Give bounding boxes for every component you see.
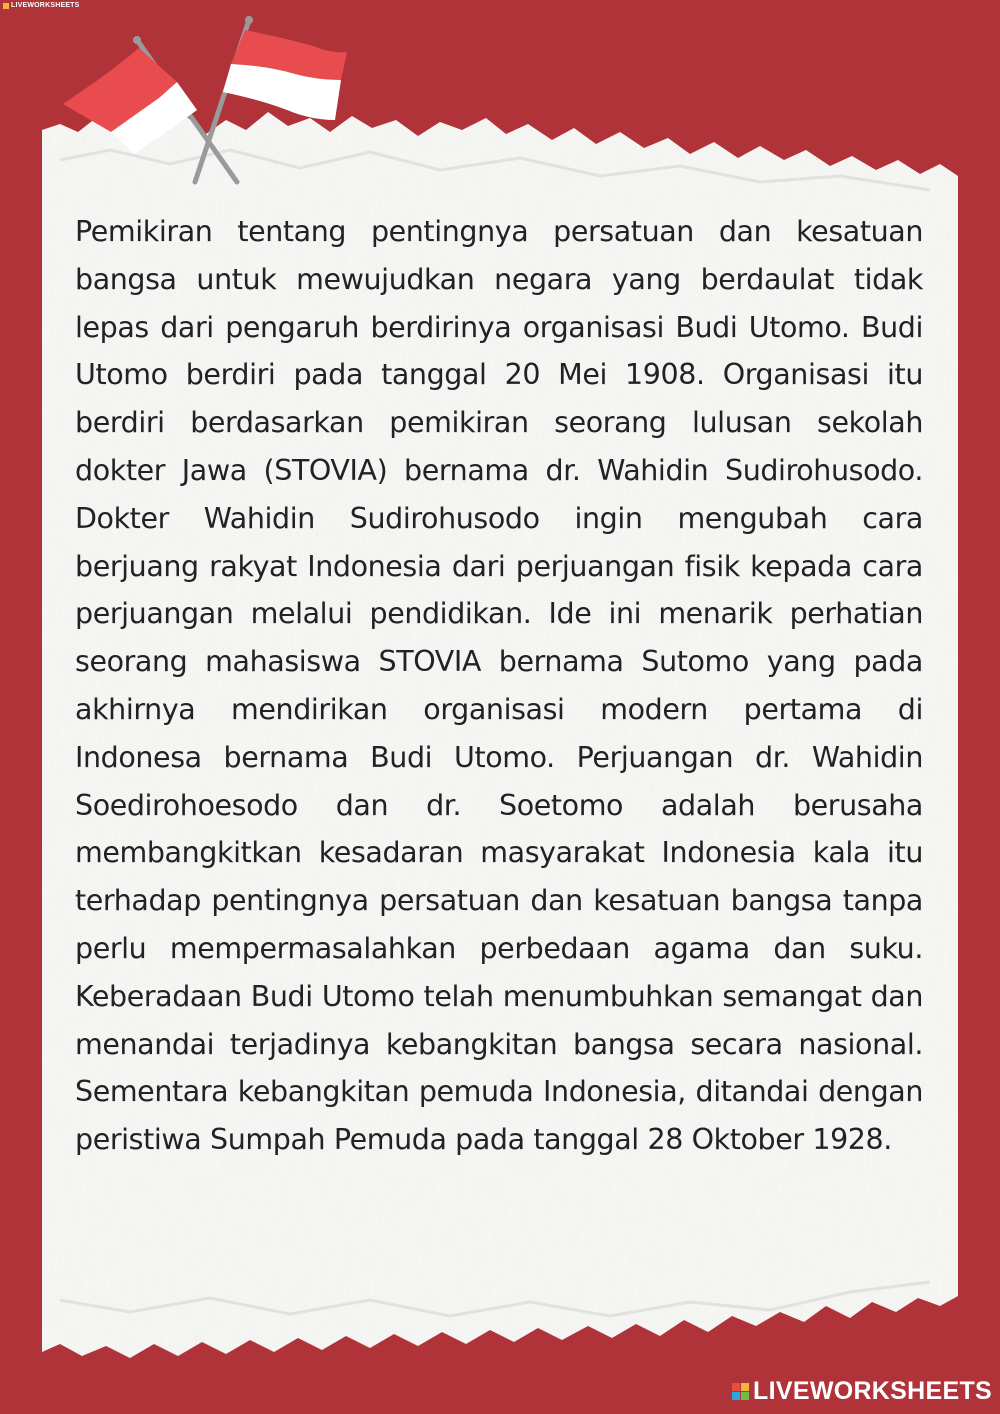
footer-brand xyxy=(732,1377,992,1406)
article-paragraph: Pemikiran tentang pentingnya persatuan dan kesatuan bangsa untuk mewujudkan negara yang berdaulat tidak lepas dari pengaruh berdirinya organisasi Budi Utomo. Budi Utomo berdiri pada tanggal 20 Mei 1908. Organisasi itu berdiri berdasarkan pemikiran seorang lulusan sekolah dokter Jawa (STOVIA) bernama dr. Wahidin Sudirohusodo. Dokter Wahidin Sudirohusodo ingin mengubah cara berjuang rakyat Indonesia dari perjuangan fisik kepada cara perjuangan melalui pendidikan. Ide ini menarik perhatian seorang mahasiswa STOVIA bernama Sutomo yang pada akhirnya mendirikan organisasi modern pertama di Indonesa bernama Budi Utomo. Perjuangan dr. Wahidin Soedirohoesodo dan dr. Soetomo adalah berusaha membangkitkan kesadaran masyarakat Indonesia kala itu terhadap pentingnya persatuan dan kesatuan bangsa tanpa perlu mempermasalahkan perbedaan agama dan suku. Keberadaan Budi Utomo telah menumbuhkan semangat dan menandai terjadinya kebangkitan bangsa secara nasional. Sementara kebangkitan pemuda Indonesia, ditandai dengan peristiwa Sumpah Pemuda pada tanggal 28 Oktober 1928. xyxy=(75,215,923,1157)
indonesian-flags-icon xyxy=(55,12,355,192)
liveworksheets-logo-icon xyxy=(732,1383,749,1400)
left-flag xyxy=(63,36,237,182)
footer-brand-text: LIVEWORKSHEETS xyxy=(753,1377,992,1405)
top-brand-text: LIVEWORKSHEETS xyxy=(11,2,80,9)
